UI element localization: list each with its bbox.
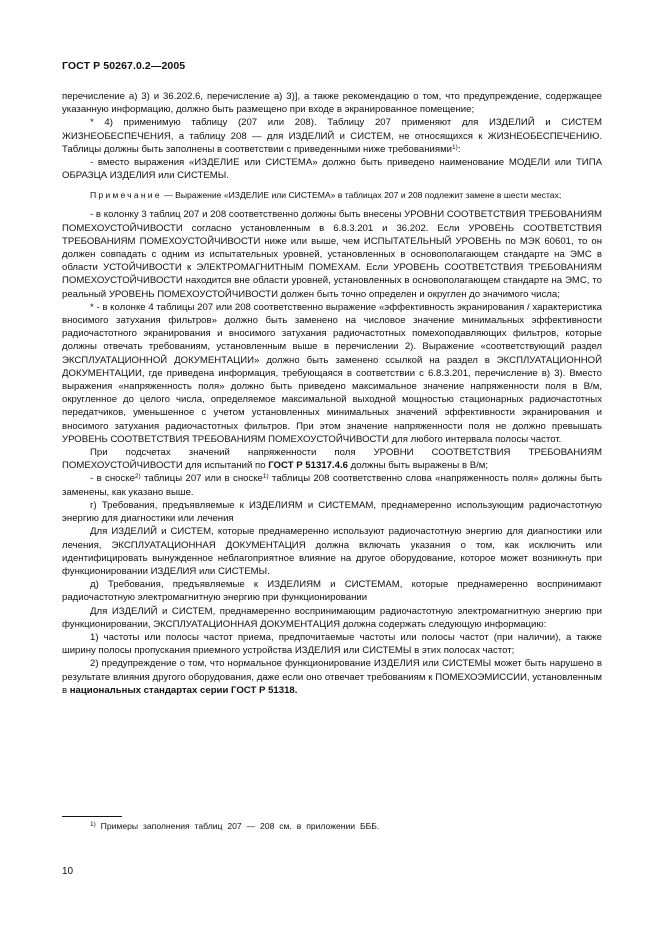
note bbox=[62, 189, 602, 201]
paragraph: 2) предупреждение о том, что нормальное функционирование ИЗДЕЛИЯ или СИСТЕМЫ может быть нарушено в результате влияния другого оборудования, даже если оно отвечает требованиям к ПОМЕХОЭМИССИИ, установленным в национальных стандартах серии ГОСТ Р 51318. bbox=[62, 658, 602, 696]
page-number: 10 bbox=[62, 866, 74, 877]
footnote-divider bbox=[62, 816, 122, 817]
standard-ref: национальных стандартах серии ГОСТ Р 51318. bbox=[69, 684, 298, 696]
footnote-text: Примеры заполнения таблиц 207 — 208 см. в приложении БББ. bbox=[95, 821, 380, 831]
body-text bbox=[62, 90, 602, 697]
paragraph: При подсчетах значений напряженности поля УРОВНИ СООТВЕТСТВИЯ ТРЕБОВАНИЯМ ПОМЕХОУСТОЙЧИВОСТИ для испытаний по ГОСТ Р 51317.4.6 должны быть выражены в В/м; bbox=[62, 447, 602, 472]
paragraph: перечисление а) 3) и 36.202.6, перечисление а) 3)], а также рекомендацию о том, что предупреждение, содержащее указанную информацию, должно быть размещено при входе в экранированное помещение; bbox=[62, 91, 602, 116]
note-text: — Выражение «ИЗДЕЛИЕ или СИСТЕМА» в таблицах 207 и 208 подлежит замене в шести местах; bbox=[164, 190, 562, 201]
footnote bbox=[90, 820, 379, 832]
paragraph: - вместо выражения «ИЗДЕЛИЕ или СИСТЕМА» должно быть приведено наименование МОДЕЛИ или ТИПА ОБРАЗЦА ИЗДЕЛИЯ или СИСТЕМЫ. bbox=[62, 157, 602, 182]
paragraph: д) Требования, предъявляемые к ИЗДЕЛИЯМ и СИСТЕМАМ, которые преднамеренно воспринимают радиочастотную электромагнитную энергию при функционировании bbox=[62, 579, 602, 604]
paragraph: Для ИЗДЕЛИЙ и СИСТЕМ, которые преднамеренно используют радиочастотную энергию для диагностики или лечения, ЭКСПЛУАТАЦИОННАЯ ДОКУМЕНТАЦИЯ должна включать указания о том, как исключить или идентифицировать вынужденное неблагоприятное влияние на другое оборудование, которое может возникнуть при функционировании ИЗДЕЛИЯ или СИСТЕМЫ. bbox=[62, 526, 602, 577]
standard-ref: ГОСТ Р 51317.4.6 bbox=[268, 460, 348, 472]
footnote-ref: 1) bbox=[262, 473, 269, 481]
paragraph: - в колонку 3 таблиц 207 и 208 соответственно должны быть внесены УРОВНИ СООТВЕТСТВИЯ ТРЕБОВАНИЯМ ПОМЕХОУСТОЙЧИВОСТИ согласно установленным в 6.8.3.201 и 36.202. Если УРОВЕНЬ СООТВЕТСТВИЯ ТРЕБОВАНИЯМ ПОМЕХОУСТОЙЧИВОСТИ ниже или выше, чем ИСПЫТАТЕЛЬНЫЙ УРОВЕНЬ по МЭК 60601, то он должен совпадать с одним из испытательных уровней, установленных в основополагающем стандарте на ЭМС в области УСТОЙЧИВОСТИ к ЭЛЕКТРОМАГНИТНЫМ ПОМЕХАМ. Если УРОВЕНЬ СООТВЕТСТВИЯ ТРЕБОВАНИЯМ ПОМЕХОУСТОЙЧИВОСТИ находится вне области уровней, установленных в основополагающем стандарте на ЭМС, то реальный УРОВЕНЬ ПОМЕХОУСТОЙЧИВОСТИ должен быть точно определен и округлен до значимого числа; bbox=[62, 209, 602, 300]
paragraph: - в сноске$^{2)}$ таблицы 207 или в сноске$^{1)}$ таблицы 208 соответственно слова «напряженность поля» должны быть заменены, как указано выше. bbox=[62, 473, 603, 498]
paragraph: * - в колонке 4 таблицы 207 или 208 соответственно выражение «эффективность экранирования / характеристика вносимого затухания фильтров» должно быть заменено на числовое значение минимальных эффективности радиочастотного экранирования и вносимого затухания радиочастотных помехоподавляющих фильтров, которые должны отвечать требованиям, установленным выше в перечислении 2). Выражение «соответствующий раздел ЭКСПЛУАТАЦИОННОЙ ДОКУМЕНТАЦИИ» должно быть заменено ссылкой на раздел в ЭКСПЛУАТАЦИОННОЙ ДОКУМЕНТАЦИИ, где приведена информация, требующаяся в соответствии с 6.8.3.201, перечисление в) 3). Вместо выражения «напряженность поля» должно быть приведено максимальное значение напряженности поля в В/м, округленное до целого числа, определяемое максимальной выходной мощностью стационарных радиочастотных передатчиков, уменьшенное с учетом установленных минимальных значений эффективности экранирования и вносимого затухания радиочастотных фильтров. При этом значение напряженности поля не должно превышать УРОВЕНЬ СООТВЕТСТВИЯ ТРЕБОВАНИЯМ ПОМЕХОУСТОЙЧИВОСТИ для любого интервала полосы частот. bbox=[62, 301, 602, 445]
page-header: ГОСТ Р 50267.0.2—2005 bbox=[62, 60, 186, 72]
footnote-marker: 1) bbox=[90, 821, 96, 828]
paragraph: г) Требования, предъявляемые к ИЗДЕЛИЯМ и СИСТЕМАМ, преднамеренно использующим радиочастотную энергию для диагностики или лечения bbox=[62, 499, 602, 525]
paragraph: Для ИЗДЕЛИЙ и СИСТЕМ, преднамеренно воспринимающим радиочастотную электромагнитную энергию при функционировании, ЭКСПЛУАТАЦИОННАЯ ДОКУМЕНТАЦИЯ должна содержать следующую информацию: bbox=[62, 605, 602, 630]
footnote-ref: 2) bbox=[134, 473, 141, 481]
note-label: Примечание bbox=[90, 190, 162, 201]
footnote-ref: 1) bbox=[452, 143, 458, 151]
paragraph: 1) частоты или полосы частот приема, предпочитаемые частоты или полосы частот (при наличии), а также ширину полосы пропускания приемного устройства ИЗДЕЛИЯ или СИСТЕМЫ в этих полосах частот; bbox=[62, 631, 602, 657]
paragraph: * 4) применимую таблицу (207 или 208). Таблицу 207 применяют для ИЗДЕЛИЙ и СИСТЕМ ЖИЗНЕОБЕСПЕЧЕНИЯ, а таблицу 208 — для ИЗДЕЛИЙ и СИСТЕМ, не относящихся к ЖИЗНЕОБЕСПЕЧЕНИЮ. Таблицы должны быть заполнены в соответствии с приведенными ниже требованиями$^{1)}$: bbox=[62, 117, 602, 155]
